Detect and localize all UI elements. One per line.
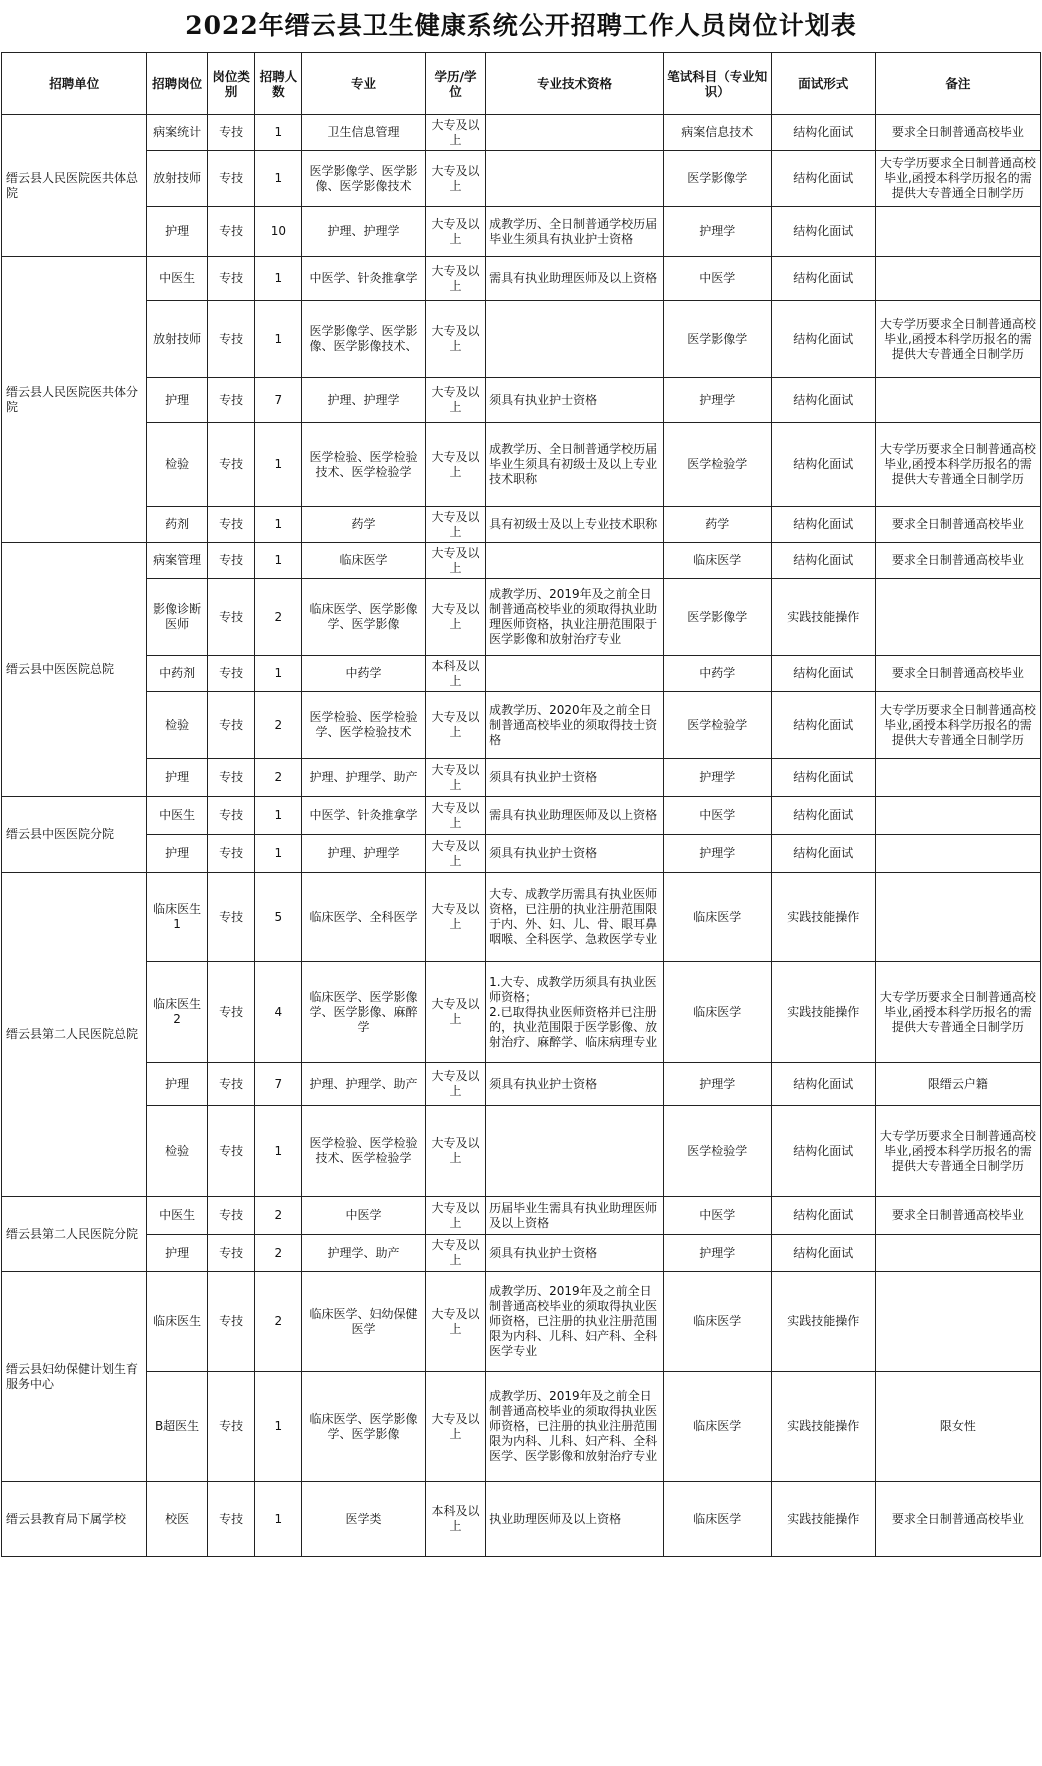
num-cell: 1: [255, 543, 302, 579]
interview-cell: 结构化面试: [771, 151, 875, 207]
edu-cell: 大专及以上: [425, 1372, 485, 1482]
major-cell: 护理、护理学、助产: [302, 759, 426, 797]
edu-cell: 大专及以上: [425, 151, 485, 207]
edu-cell: 大专及以上: [425, 301, 485, 378]
note-cell: 大专学历要求全日制普通高校毕业,函授本科学历报名的需提供大专普通全日制学历: [875, 1106, 1040, 1197]
table-row: [2, 543, 1041, 579]
edu-cell: 大专及以上: [425, 1197, 485, 1235]
num-cell: 1: [255, 257, 302, 301]
edu-cell: 大专及以上: [425, 543, 485, 579]
exam-cell: 临床医学: [663, 962, 771, 1063]
major-cell: 临床医学、全科医学: [302, 873, 426, 962]
column-header: 招聘单位: [2, 53, 147, 115]
unit-cell: 缙云县中医医院分院: [2, 797, 147, 873]
table-body: [2, 115, 1041, 1557]
post-cell: 病案管理: [147, 543, 207, 579]
num-cell: 1: [255, 507, 302, 543]
num-cell: 1: [255, 423, 302, 507]
post-cell: 检验: [147, 692, 207, 759]
type-cell: 专技: [207, 207, 255, 257]
interview-cell: 结构化面试: [771, 543, 875, 579]
note-cell: [875, 579, 1040, 656]
interview-cell: 实践技能操作: [771, 873, 875, 962]
note-cell: [875, 873, 1040, 962]
edu-cell: 大专及以上: [425, 835, 485, 873]
interview-cell: 结构化面试: [771, 301, 875, 378]
type-cell: 专技: [207, 1272, 255, 1372]
exam-cell: 药学: [663, 507, 771, 543]
num-cell: 1: [255, 1482, 302, 1557]
major-cell: 医学检验、医学检验技术、医学检验学: [302, 423, 426, 507]
post-cell: 中医生: [147, 1197, 207, 1235]
major-cell: 护理、护理学: [302, 835, 426, 873]
unit-cell: 缙云县妇幼保健计划生育服务中心: [2, 1272, 147, 1482]
num-cell: 10: [255, 207, 302, 257]
interview-cell: 结构化面试: [771, 257, 875, 301]
interview-cell: 结构化面试: [771, 207, 875, 257]
edu-cell: 大专及以上: [425, 423, 485, 507]
major-cell: 医学影像学、医学影像、医学影像技术、: [302, 301, 426, 378]
edu-cell: 大专及以上: [425, 1272, 485, 1372]
unit-cell: 缙云县中医医院总院: [2, 543, 147, 797]
type-cell: 专技: [207, 543, 255, 579]
edu-cell: 大专及以上: [425, 759, 485, 797]
table-row: [2, 207, 1041, 257]
edu-cell: 本科及以上: [425, 1482, 485, 1557]
unit-cell: 缙云县教育局下属学校: [2, 1482, 147, 1557]
post-cell: 药剂: [147, 507, 207, 543]
major-cell: 中医学: [302, 1197, 426, 1235]
note-cell: [875, 257, 1040, 301]
qual-cell: 成教学历、2019年及之前全日制普通高校毕业的须取得执业助理医师资格，执业注册范围限于医学影像和放射治疗专业: [486, 579, 664, 656]
num-cell: 1: [255, 656, 302, 692]
major-cell: 中医学、针灸推拿学: [302, 797, 426, 835]
major-cell: 中医学、针灸推拿学: [302, 257, 426, 301]
type-cell: 专技: [207, 115, 255, 151]
edu-cell: 大专及以上: [425, 507, 485, 543]
interview-cell: 结构化面试: [771, 1235, 875, 1272]
edu-cell: 大专及以上: [425, 1235, 485, 1272]
qual-cell: 执业助理医师及以上资格: [486, 1482, 664, 1557]
edu-cell: 大专及以上: [425, 207, 485, 257]
exam-cell: 护理学: [663, 378, 771, 423]
type-cell: 专技: [207, 1063, 255, 1106]
type-cell: 专技: [207, 507, 255, 543]
edu-cell: 大专及以上: [425, 257, 485, 301]
qual-cell: 成教学历、2019年及之前全日制普通高校毕业的须取得执业医师资格，已注册的执业注册范围限为内科、儿科、妇产科、全科医学、医学影像和放射治疗专业: [486, 1372, 664, 1482]
type-cell: 专技: [207, 579, 255, 656]
num-cell: 1: [255, 835, 302, 873]
num-cell: 2: [255, 692, 302, 759]
type-cell: 专技: [207, 1197, 255, 1235]
type-cell: 专技: [207, 1106, 255, 1197]
post-cell: 中医生: [147, 257, 207, 301]
post-cell: 护理: [147, 759, 207, 797]
num-cell: 7: [255, 378, 302, 423]
exam-cell: 护理学: [663, 759, 771, 797]
note-cell: [875, 835, 1040, 873]
note-cell: 要求全日制普通高校毕业: [875, 115, 1040, 151]
interview-cell: 实践技能操作: [771, 1372, 875, 1482]
interview-cell: 结构化面试: [771, 759, 875, 797]
table-row: [2, 151, 1041, 207]
note-cell: [875, 207, 1040, 257]
post-cell: 影像诊断医师: [147, 579, 207, 656]
num-cell: 1: [255, 115, 302, 151]
major-cell: 临床医学: [302, 543, 426, 579]
page-title: 2022年缙云县卫生健康系统公开招聘工作人员岗位计划表: [185, 11, 857, 40]
table-row: [2, 835, 1041, 873]
exam-cell: 医学检验学: [663, 423, 771, 507]
post-cell: 病案统计: [147, 115, 207, 151]
exam-cell: 护理学: [663, 835, 771, 873]
type-cell: 专技: [207, 378, 255, 423]
table-row: [2, 962, 1041, 1063]
num-cell: 1: [255, 1106, 302, 1197]
type-cell: 专技: [207, 301, 255, 378]
interview-cell: 实践技能操作: [771, 1482, 875, 1557]
table-row: [2, 115, 1041, 151]
num-cell: 1: [255, 1372, 302, 1482]
qual-cell: [486, 301, 664, 378]
note-cell: [875, 378, 1040, 423]
exam-cell: 中医学: [663, 1197, 771, 1235]
post-cell: 检验: [147, 423, 207, 507]
note-cell: [875, 1235, 1040, 1272]
interview-cell: 结构化面试: [771, 1197, 875, 1235]
major-cell: 医学检验、医学检验技术、医学检验学: [302, 1106, 426, 1197]
qual-cell: 需具有执业助理医师及以上资格: [486, 257, 664, 301]
post-cell: 护理: [147, 1063, 207, 1106]
note-cell: 要求全日制普通高校毕业: [875, 1482, 1040, 1557]
exam-cell: 医学检验学: [663, 1106, 771, 1197]
interview-cell: 结构化面试: [771, 507, 875, 543]
exam-cell: 中医学: [663, 257, 771, 301]
table-row: [2, 797, 1041, 835]
table-row: [2, 759, 1041, 797]
post-cell: 护理: [147, 835, 207, 873]
major-cell: 护理、护理学: [302, 378, 426, 423]
qual-cell: 成教学历、全日制普通学校历届毕业生须具有执业护士资格: [486, 207, 664, 257]
num-cell: 2: [255, 759, 302, 797]
major-cell: 护理、护理学: [302, 207, 426, 257]
note-cell: 大专学历要求全日制普通高校毕业,函授本科学历报名的需提供大专普通全日制学历: [875, 692, 1040, 759]
qual-cell: 需具有执业助理医师及以上资格: [486, 797, 664, 835]
exam-cell: 医学影像学: [663, 301, 771, 378]
table-row: [2, 692, 1041, 759]
type-cell: 专技: [207, 1372, 255, 1482]
type-cell: 专技: [207, 1482, 255, 1557]
column-header: 专业技术资格: [486, 53, 664, 115]
type-cell: 专技: [207, 962, 255, 1063]
interview-cell: 实践技能操作: [771, 962, 875, 1063]
num-cell: 7: [255, 1063, 302, 1106]
edu-cell: 大专及以上: [425, 579, 485, 656]
column-header: 笔试科目（专业知识）: [663, 53, 771, 115]
num-cell: 2: [255, 1272, 302, 1372]
exam-cell: 医学检验学: [663, 692, 771, 759]
note-cell: 大专学历要求全日制普通高校毕业,函授本科学历报名的需提供大专普通全日制学历: [875, 151, 1040, 207]
qual-cell: 成教学历、全日制普通学校历届毕业生须具有初级士及以上专业技术职称: [486, 423, 664, 507]
qual-cell: 须具有执业护士资格: [486, 835, 664, 873]
note-cell: 要求全日制普通高校毕业: [875, 507, 1040, 543]
table-row: [2, 257, 1041, 301]
major-cell: 医学类: [302, 1482, 426, 1557]
interview-cell: 结构化面试: [771, 115, 875, 151]
exam-cell: 中医学: [663, 797, 771, 835]
post-cell: 护理: [147, 1235, 207, 1272]
major-cell: 临床医学、医学影像学、医学影像、麻醉学: [302, 962, 426, 1063]
num-cell: 2: [255, 1235, 302, 1272]
edu-cell: 大专及以上: [425, 873, 485, 962]
interview-cell: 实践技能操作: [771, 579, 875, 656]
exam-cell: 临床医学: [663, 1272, 771, 1372]
exam-cell: 中药学: [663, 656, 771, 692]
column-header: 岗位类别: [207, 53, 255, 115]
qual-cell: 须具有执业护士资格: [486, 1063, 664, 1106]
num-cell: 2: [255, 1197, 302, 1235]
exam-cell: 临床医学: [663, 1482, 771, 1557]
major-cell: 护理、护理学、助产: [302, 1063, 426, 1106]
num-cell: 1: [255, 797, 302, 835]
table-row: [2, 873, 1041, 962]
table-row: [2, 1272, 1041, 1372]
post-cell: 临床医生: [147, 1272, 207, 1372]
qual-cell: [486, 543, 664, 579]
type-cell: 专技: [207, 1235, 255, 1272]
post-cell: 中药剂: [147, 656, 207, 692]
post-cell: 检验: [147, 1106, 207, 1197]
note-cell: 限缙云户籍: [875, 1063, 1040, 1106]
unit-cell: 缙云县第二人民医院分院: [2, 1197, 147, 1272]
table-row: [2, 1106, 1041, 1197]
qual-cell: 大专、成教学历需具有执业医师资格，已注册的执业注册范围限于内、外、妇、儿、骨、眼耳鼻咽喉、全科医学、急救医学专业: [486, 873, 664, 962]
post-cell: 中医生: [147, 797, 207, 835]
unit-cell: 缙云县第二人民医院总院: [2, 873, 147, 1197]
qual-cell: 须具有执业护士资格: [486, 1235, 664, 1272]
type-cell: 专技: [207, 257, 255, 301]
type-cell: 专技: [207, 835, 255, 873]
table-row: [2, 378, 1041, 423]
table-row: [2, 656, 1041, 692]
num-cell: 4: [255, 962, 302, 1063]
post-cell: 放射技师: [147, 151, 207, 207]
qual-cell: [486, 115, 664, 151]
type-cell: 专技: [207, 759, 255, 797]
note-cell: 大专学历要求全日制普通高校毕业,函授本科学历报名的需提供大专普通全日制学历: [875, 301, 1040, 378]
note-cell: 大专学历要求全日制普通高校毕业,函授本科学历报名的需提供大专普通全日制学历: [875, 423, 1040, 507]
edu-cell: 大专及以上: [425, 1063, 485, 1106]
edu-cell: 大专及以上: [425, 692, 485, 759]
major-cell: 中药学: [302, 656, 426, 692]
edu-cell: 大专及以上: [425, 1106, 485, 1197]
recruitment-table: [1, 52, 1041, 1557]
note-cell: 限女性: [875, 1372, 1040, 1482]
interview-cell: 结构化面试: [771, 1063, 875, 1106]
column-header: 招聘岗位: [147, 53, 207, 115]
post-cell: 临床医生2: [147, 962, 207, 1063]
note-cell: 要求全日制普通高校毕业: [875, 1197, 1040, 1235]
exam-cell: 临床医学: [663, 543, 771, 579]
note-cell: 要求全日制普通高校毕业: [875, 543, 1040, 579]
note-cell: [875, 1272, 1040, 1372]
type-cell: 专技: [207, 423, 255, 507]
table-row: [2, 1235, 1041, 1272]
interview-cell: 结构化面试: [771, 656, 875, 692]
exam-cell: 护理学: [663, 1063, 771, 1106]
post-cell: 护理: [147, 378, 207, 423]
table-row: [2, 1197, 1041, 1235]
unit-cell: 缙云县人民医院医共体总院: [2, 115, 147, 257]
major-cell: 卫生信息管理: [302, 115, 426, 151]
num-cell: 2: [255, 579, 302, 656]
column-header: 面试形式: [771, 53, 875, 115]
column-header: 招聘人数: [255, 53, 302, 115]
post-cell: 放射技师: [147, 301, 207, 378]
table-row: [2, 579, 1041, 656]
num-cell: 1: [255, 151, 302, 207]
qual-cell: 历届毕业生需具有执业助理医师及以上资格: [486, 1197, 664, 1235]
major-cell: 临床医学、医学影像学、医学影像: [302, 1372, 426, 1482]
exam-cell: 临床医学: [663, 1372, 771, 1482]
qual-cell: 须具有执业护士资格: [486, 378, 664, 423]
major-cell: 临床医学、妇幼保健医学: [302, 1272, 426, 1372]
type-cell: 专技: [207, 656, 255, 692]
qual-cell: [486, 151, 664, 207]
interview-cell: 实践技能操作: [771, 1272, 875, 1372]
edu-cell: 大专及以上: [425, 115, 485, 151]
major-cell: 医学影像学、医学影像、医学影像技术: [302, 151, 426, 207]
edu-cell: 本科及以上: [425, 656, 485, 692]
table-row: [2, 1482, 1041, 1557]
table-row: [2, 1063, 1041, 1106]
exam-cell: 医学影像学: [663, 579, 771, 656]
interview-cell: 结构化面试: [771, 692, 875, 759]
num-cell: 5: [255, 873, 302, 962]
post-cell: 临床医生1: [147, 873, 207, 962]
column-header: 备注: [875, 53, 1040, 115]
major-cell: 临床医学、医学影像学、医学影像: [302, 579, 426, 656]
table-header-row: [2, 53, 1041, 115]
type-cell: 专技: [207, 873, 255, 962]
note-cell: 要求全日制普通高校毕业: [875, 656, 1040, 692]
table-row: [2, 301, 1041, 378]
exam-cell: 临床医学: [663, 873, 771, 962]
major-cell: 药学: [302, 507, 426, 543]
table-row: [2, 1372, 1041, 1482]
interview-cell: 结构化面试: [771, 797, 875, 835]
post-cell: B超医生: [147, 1372, 207, 1482]
table-row: [2, 507, 1041, 543]
note-cell: [875, 759, 1040, 797]
type-cell: 专技: [207, 692, 255, 759]
num-cell: 1: [255, 301, 302, 378]
exam-cell: 医学影像学: [663, 151, 771, 207]
exam-cell: 护理学: [663, 1235, 771, 1272]
qual-cell: 1.大专、成教学历须具有执业医师资格； 2.已取得执业医师资格并已注册的，执业范围限于医学影像、放射治疗、麻醉学、临床病理专业: [486, 962, 664, 1063]
type-cell: 专技: [207, 797, 255, 835]
qual-cell: [486, 1106, 664, 1197]
major-cell: 护理学、助产: [302, 1235, 426, 1272]
major-cell: 医学检验、医学检验学、医学检验技术: [302, 692, 426, 759]
qual-cell: 成教学历、2019年及之前全日制普通高校毕业的须取得执业医师资格，已注册的执业注册范围限为内科、儿科、妇产科、全科医学专业: [486, 1272, 664, 1372]
qual-cell: 须具有执业护士资格: [486, 759, 664, 797]
qual-cell: 成教学历、2020年及之前全日制普通高校毕业的须取得技士资格: [486, 692, 664, 759]
unit-cell: 缙云县人民医院医共体分院: [2, 257, 147, 543]
interview-cell: 结构化面试: [771, 1106, 875, 1197]
qual-cell: [486, 656, 664, 692]
interview-cell: 结构化面试: [771, 423, 875, 507]
column-header: 学历/学位: [425, 53, 485, 115]
qual-cell: 具有初级士及以上专业技术职称: [486, 507, 664, 543]
edu-cell: 大专及以上: [425, 797, 485, 835]
exam-cell: 病案信息技术: [663, 115, 771, 151]
table-row: [2, 423, 1041, 507]
post-cell: 护理: [147, 207, 207, 257]
edu-cell: 大专及以上: [425, 378, 485, 423]
type-cell: 专技: [207, 151, 255, 207]
note-cell: 大专学历要求全日制普通高校毕业,函授本科学历报名的需提供大专普通全日制学历: [875, 962, 1040, 1063]
post-cell: 校医: [147, 1482, 207, 1557]
edu-cell: 大专及以上: [425, 962, 485, 1063]
interview-cell: 结构化面试: [771, 378, 875, 423]
interview-cell: 结构化面试: [771, 835, 875, 873]
exam-cell: 护理学: [663, 207, 771, 257]
note-cell: [875, 797, 1040, 835]
column-header: 专业: [302, 53, 426, 115]
